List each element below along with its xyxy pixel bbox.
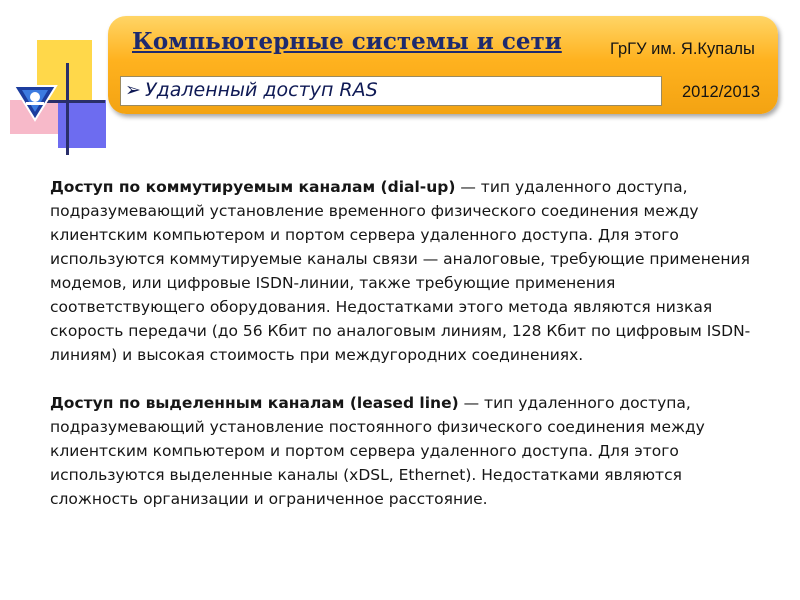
paragraph-dialup: [50, 175, 760, 367]
academic-year: 2012/2013: [682, 83, 760, 101]
decor-vertical-line: [66, 63, 69, 155]
course-title: Компьютерные системы и сети: [132, 28, 562, 55]
slide-body: [50, 175, 760, 511]
university-logo-icon: [12, 82, 58, 122]
term-dialup: Доступ по коммутируемым каналам (dial-up): [50, 178, 456, 196]
arrow-bullet-icon: ➢: [125, 79, 141, 101]
topic-box: [120, 76, 662, 106]
paragraph-leased-line: [50, 391, 760, 511]
header-banner: [108, 16, 778, 114]
definition-dialup: — тип удаленного доступа, подразумевающий установление временного физического соединения между клиентским компьютером и портом сервера удаленного доступа. Для этого используются коммутируемые каналы связи — аналоговые, требующие применения модемов, или цифровые ISDN-линии, также требующие применения соответствующего оборудования. Недостатками этого метода являются низкая скорость передачи (до 56 Кбит по аналоговым линиям, 128 Кбит по цифровым ISDN-линиям) и высокая стоимость при междугородних соединениях.: [50, 178, 751, 364]
university-name: ГрГУ им. Я.Купалы: [610, 40, 755, 58]
definition-leased-line: — тип удаленного доступа, подразумевающий установление постоянного физического соединения между клиентским компьютером и портом сервера удаленного доступа. Для этого используются выделенные каналы (xDSL, Ethernet). Недостатками являются сложность организации и ограниченное расстояние.: [50, 394, 705, 508]
topic-title: Удаленный доступ RAS: [145, 79, 378, 101]
term-leased-line: Доступ по выделенным каналам (leased line): [50, 394, 459, 412]
